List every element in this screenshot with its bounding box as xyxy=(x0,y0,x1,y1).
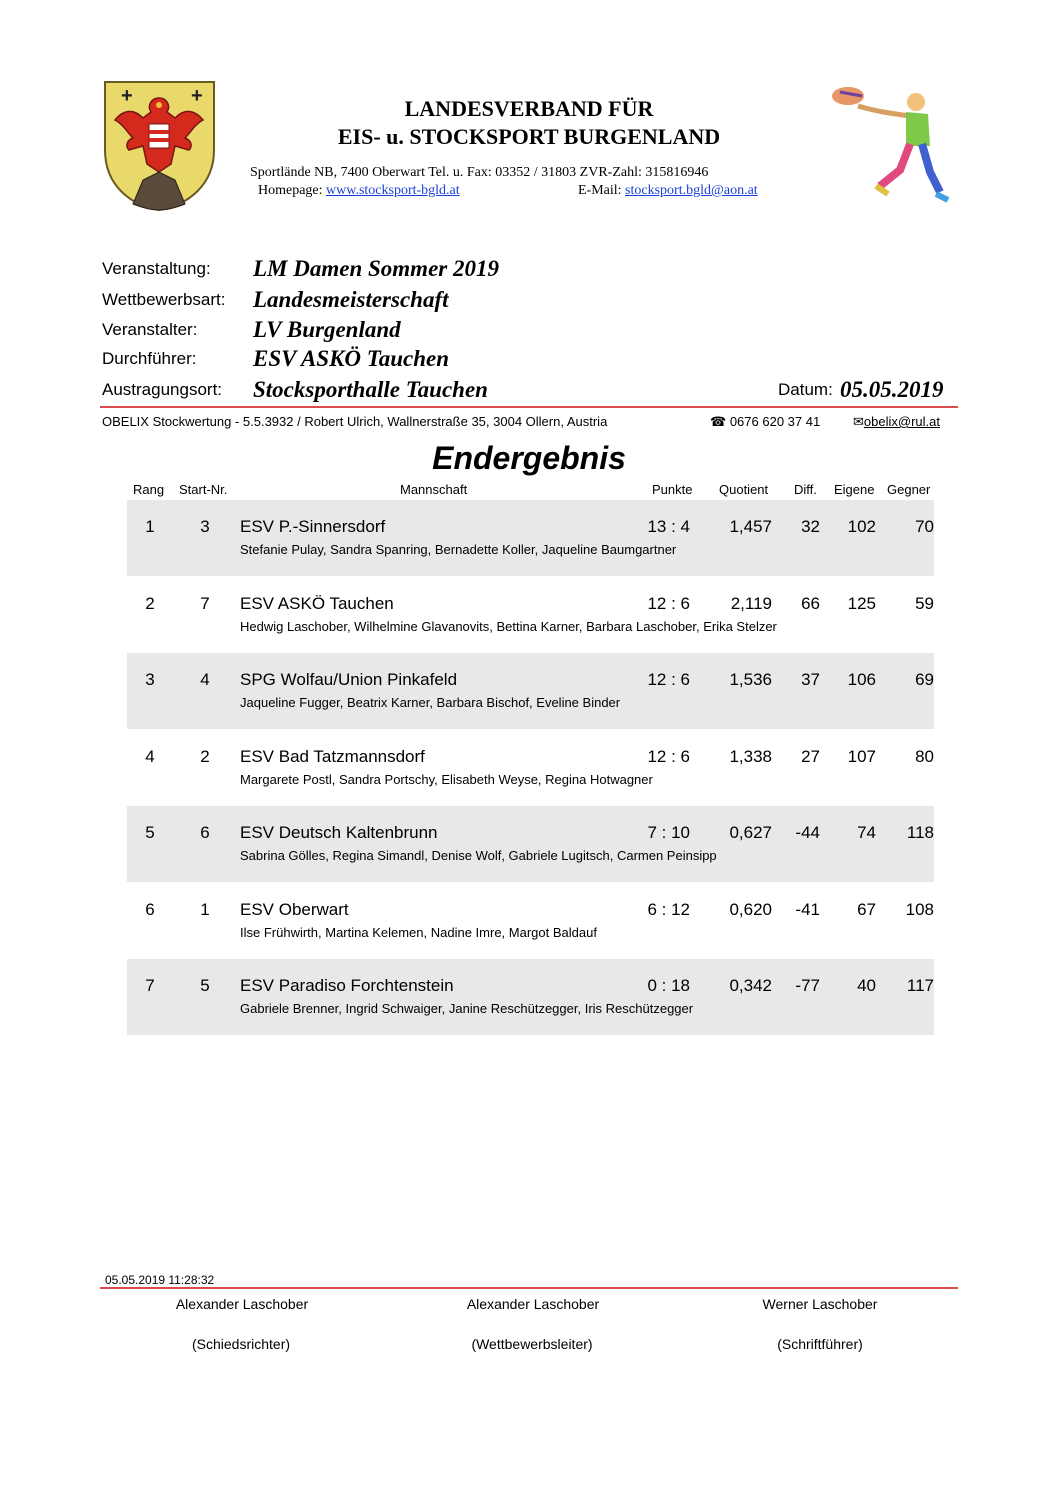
difference-cell: -77 xyxy=(795,976,820,995)
own-points-cell: 67 xyxy=(857,899,876,919)
opponent-points-cell: 59 xyxy=(915,593,934,613)
team-players: Jaqueline Fugger, Beatrix Karner, Barbara Bischof, Eveline Binder xyxy=(240,695,621,710)
phone-icon: ☎ xyxy=(710,414,727,429)
team-players: Ilse Frühwirth, Martina Kelemen, Nadine Imre, Margot Baldauf xyxy=(240,924,597,940)
software-email-link[interactable]: obelix@rul.at xyxy=(863,414,940,429)
team-name-cell: ESV ASKÖ Tauchen xyxy=(240,593,394,613)
homepage-link[interactable]: www.stocksport-bgld.at xyxy=(326,183,460,198)
own-points-cell: 102 xyxy=(847,517,876,536)
durchfuehrer-value: ESV ASKÖ Tauchen xyxy=(253,346,450,371)
homepage-label: Homepage: xyxy=(258,183,323,198)
quotient-cell: 0,620 xyxy=(729,899,772,919)
team-players: Stefanie Pulay, Sandra Spanring, Bernadette Koller, Jaqueline Baumgartner xyxy=(240,542,677,557)
rank-cell: 5 xyxy=(145,823,155,842)
rank-cell: 3 xyxy=(145,670,155,689)
veranstalter-label: Veranstalter: xyxy=(102,320,198,339)
table-row-background xyxy=(127,653,934,729)
col-team: Mannschaft xyxy=(400,482,468,497)
software-info: OBELIX Stockwertung - 5.5.3932 / Robert Ulrich, Wallnerstraße 35, 3004 Ollern, Austria xyxy=(102,414,608,429)
col-start: Start-Nr. xyxy=(179,482,228,497)
difference-cell: 37 xyxy=(801,670,820,689)
org-address: Sportlände NB, 7400 Oberwart Tel. u. Fax: 03352 / 31803 ZVR-Zahl: 315816946 xyxy=(250,165,709,180)
own-points-cell: 107 xyxy=(847,746,876,766)
opponent-points-cell: 108 xyxy=(905,899,934,919)
own-points-cell: 106 xyxy=(847,670,876,689)
team-players: Gabriele Brenner, Ingrid Schwaiger, Janine Reschützegger, Iris Reschützegger xyxy=(240,1001,694,1016)
print-timestamp: 05.05.2019 11:28:32 xyxy=(105,1273,215,1287)
rank-cell: 2 xyxy=(145,593,155,613)
homepage-line xyxy=(258,183,460,199)
org-title-line1: LANDESVERBAND FÜR xyxy=(404,96,654,121)
team-players: Margarete Postl, Sandra Portschy, Elisabeth Weyse, Regina Hotwagner xyxy=(240,771,653,787)
austragungsort-label: Austragungsort: xyxy=(102,380,223,399)
difference-cell: 66 xyxy=(801,593,820,613)
col-eigene: Eigene xyxy=(834,482,875,497)
signature3-name: Werner Laschober xyxy=(762,1296,878,1312)
start-number-cell: 6 xyxy=(200,823,210,842)
team-name-cell: ESV Paradiso Forchtenstein xyxy=(240,976,454,995)
rank-cell: 7 xyxy=(145,976,155,995)
svg-text:+: + xyxy=(191,85,203,107)
start-number-cell: 4 xyxy=(200,670,210,689)
difference-cell: -41 xyxy=(795,899,820,919)
points-cell: 6 : 12 xyxy=(647,899,690,919)
rank-cell: 1 xyxy=(145,517,155,536)
col-quotient: Quotient xyxy=(719,482,769,497)
wettbewerbsart-value: Landesmeisterschaft xyxy=(253,287,449,312)
own-points-cell: 125 xyxy=(847,593,876,613)
points-cell: 13 : 4 xyxy=(647,517,690,536)
software-email xyxy=(853,414,940,430)
col-gegner: Gegner xyxy=(887,482,931,497)
header-divider xyxy=(100,406,958,408)
signature2-role: (Wettbewerbsleiter) xyxy=(471,1336,593,1352)
veranstaltung-value: LM Damen Sommer 2019 xyxy=(253,256,499,281)
team-name-cell: ESV Bad Tatzmannsdorf xyxy=(240,746,425,766)
wettbewerbsart-label: Wettbewerbsart: xyxy=(102,290,226,309)
datum-value: 05.05.2019 xyxy=(840,377,944,402)
email-line xyxy=(578,183,758,199)
software-phone xyxy=(710,414,820,430)
points-cell: 12 : 6 xyxy=(647,593,690,613)
team-players: Sabrina Gölles, Regina Simandl, Denise Wolf, Gabriele Lugitsch, Carmen Peinsipp xyxy=(240,848,717,863)
envelope-icon: ✉ xyxy=(853,414,864,429)
col-diff: Diff. xyxy=(794,482,817,497)
datum-label: Datum: xyxy=(778,380,833,399)
opponent-points-cell: 117 xyxy=(906,976,934,995)
team-name-cell: SPG Wolfau/Union Pinkafeld xyxy=(240,670,458,689)
rank-cell: 4 xyxy=(145,746,155,766)
start-number-cell: 7 xyxy=(200,593,210,613)
table-row-background xyxy=(127,500,934,576)
quotient-cell: 0,342 xyxy=(729,976,772,995)
page-title: Endergebnis xyxy=(432,440,626,476)
signature3-role: (Schriftführer) xyxy=(777,1336,863,1352)
difference-cell: 27 xyxy=(801,746,820,766)
veranstalter-value: LV Burgenland xyxy=(253,317,401,342)
own-points-cell: 40 xyxy=(857,976,876,995)
table-row-background xyxy=(127,806,934,882)
rank-cell: 6 xyxy=(145,899,155,919)
email-label: E-Mail: xyxy=(578,183,622,198)
col-punkte: Punkte xyxy=(652,482,693,497)
table-row-background xyxy=(127,959,934,1035)
start-number-cell: 1 xyxy=(200,899,210,919)
points-cell: 12 : 6 xyxy=(647,670,690,689)
team-name-cell: ESV P.-Sinnersdorf xyxy=(240,517,386,536)
col-rang: Rang xyxy=(133,482,165,497)
start-number-cell: 5 xyxy=(200,976,210,995)
quotient-cell: 1,338 xyxy=(729,746,772,766)
difference-cell: -44 xyxy=(795,823,820,842)
opponent-points-cell: 80 xyxy=(915,746,934,766)
footer-divider xyxy=(100,1287,958,1289)
opponent-points-cell: 118 xyxy=(906,823,934,842)
quotient-cell: 0,627 xyxy=(729,823,772,842)
start-number-cell: 2 xyxy=(200,746,210,766)
veranstaltung-label: Veranstaltung: xyxy=(102,259,211,278)
difference-cell: 32 xyxy=(801,517,820,536)
signature1-role: (Schiedsrichter) xyxy=(191,1336,291,1352)
signature2-name: Alexander Laschober xyxy=(466,1296,600,1312)
signature1-name: Alexander Laschober xyxy=(175,1296,309,1312)
opponent-points-cell: 70 xyxy=(915,517,934,536)
software-phone-number: 0676 620 37 41 xyxy=(729,414,821,429)
email-link[interactable]: stocksport.bgld@aon.at xyxy=(625,183,758,198)
opponent-points-cell: 69 xyxy=(915,670,934,689)
team-name-cell: ESV Oberwart xyxy=(240,899,349,919)
team-players: Hedwig Laschober, Wilhelmine Glavanovits, Bettina Karner, Barbara Laschober, Erika Stelzer xyxy=(240,618,777,634)
durchfuehrer-label: Durchführer: xyxy=(102,349,197,368)
points-cell: 0 : 18 xyxy=(647,976,690,995)
austragungsort-value: Stocksporthalle Tauchen xyxy=(253,377,488,402)
quotient-cell: 2,119 xyxy=(730,593,772,613)
svg-text:+: + xyxy=(121,85,133,107)
own-points-cell: 74 xyxy=(857,823,876,842)
points-cell: 12 : 6 xyxy=(647,746,690,766)
points-cell: 7 : 10 xyxy=(647,823,690,842)
team-name-cell: ESV Deutsch Kaltenbrunn xyxy=(240,823,438,842)
quotient-cell: 1,536 xyxy=(729,670,772,689)
org-title-line2: EIS- u. STOCKSPORT BURGENLAND xyxy=(337,124,721,149)
start-number-cell: 3 xyxy=(200,517,210,536)
quotient-cell: 1,457 xyxy=(729,517,772,536)
